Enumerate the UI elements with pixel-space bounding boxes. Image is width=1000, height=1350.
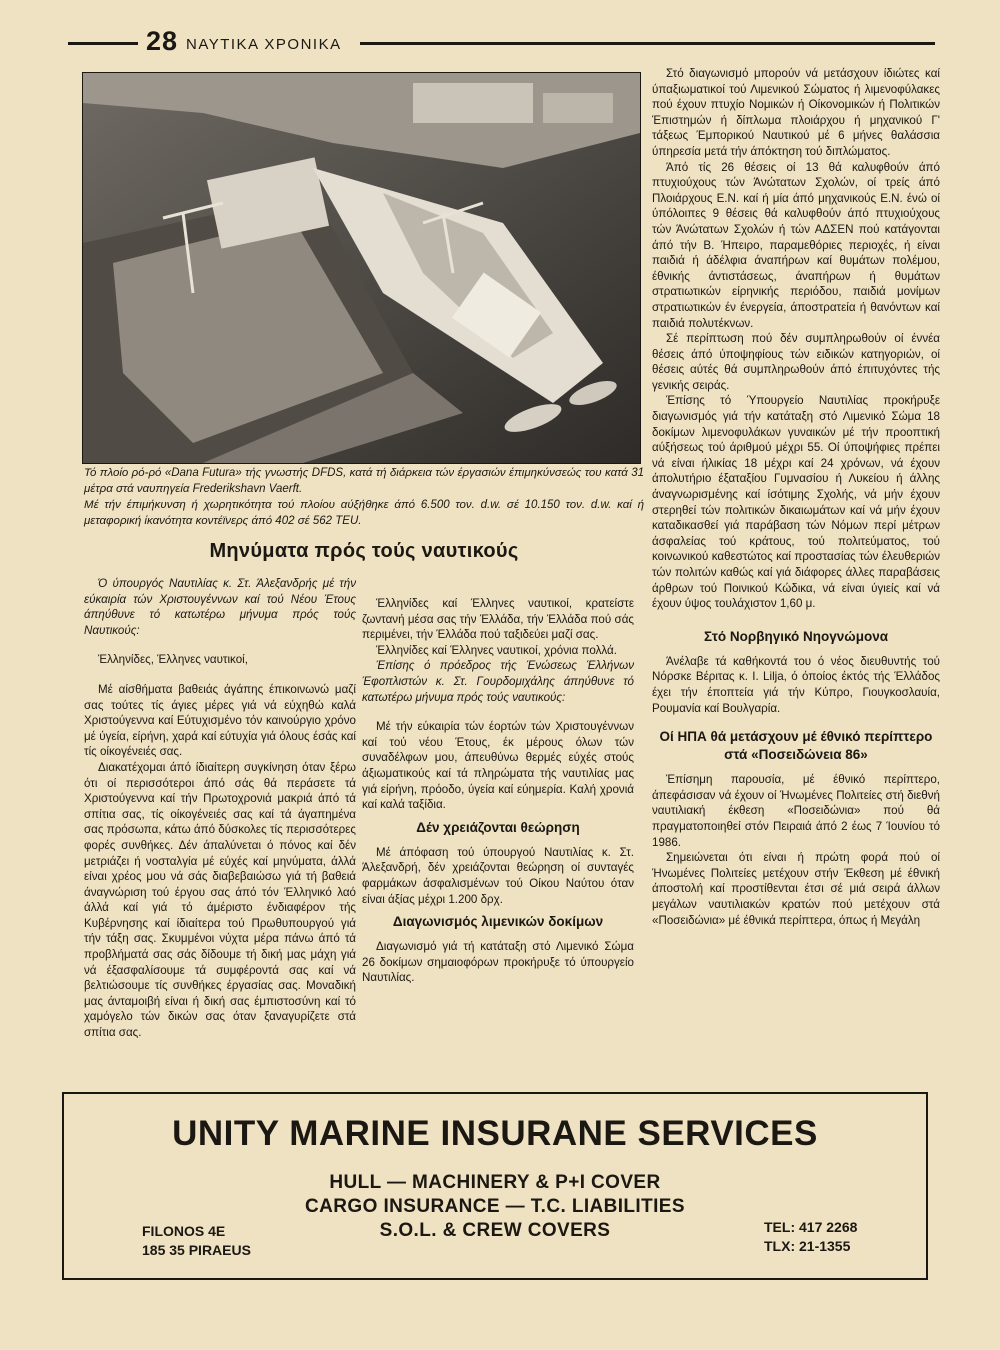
article-paragraph: Έπίσημη παρουσία, μέ έθνικό περίπτερο, άπεφάσισαν νά έχουν οί Ήνωμένες Πολιτείες στή διεθνή ναυτιλιακή έκθεση «Ποσειδώνια» πού θά πραγματοποιηθεί στόν Πειραιά άπό 2 έως 7 Ίουνίου τό 1986. bbox=[652, 773, 940, 849]
ad-address-street: FILONOS 4E bbox=[142, 1223, 226, 1239]
article-paragraph: Μέ αίσθήματα βαθειάς άγάπης έπικοινωνώ μαζί σας τούτες τίς άγιες μέρες γιά νά εύχηθώ καλά Χριστούγεννα καί Εύτυχισμένο τόν καινούργιο χρόνο μέ ύγεία, είρήνη, χαρά καί εύτυχία γιά όλους έσάς καί τίς οίκογένειές σας. bbox=[84, 682, 356, 759]
column-1 bbox=[84, 576, 356, 1041]
ad-line-1: HULL — MACHINERY & P+I COVER bbox=[329, 1172, 661, 1193]
ad-line-3: S.O.L. & CREW COVERS bbox=[379, 1220, 611, 1241]
article-paragraph: Έπίσης τό Ύπουργείο Ναυτιλίας προκήρυξε διαγωνισμός γιά τήν κατάταξη στό Λιμενικό Σώμα 18 δοκίμων λιμενοφυλάκων γυναικών μέ τήν προοπτική αύξήσεως τού άριθμού μέχρι 55. Οί ύποψήφιες πρέπει νά είναι ήλικίας 18 μέχρι καί 24 χρόνων, νά έχουν άπολυτήριο έξαταξίου Γυμνασίου ή Λυκείου ή άλλης άναγνωρισμένης καί ίσότιμης Σχολής, νά μήν έχουν στερηθεί τών πολιτικών δικαιωμάτων καί νά μήν έχουν καταδικασθεί γιά παράβαση τών Νόμων περί μέτρων άσφαλείας τού κράτους, τού πολιτεύματος, τού κοινωνικού καθεστώτος καί προστασίας τών έλευθεριών τών πολιτών καθώς καί γιά διάφορες άλλες παραβάσεις άρθρων τού Ποινικού Κώδικα, νά είναι ύγιείς καί νά έχουν ύψος τουλάχιστον 1,60 μ. bbox=[652, 394, 940, 611]
photo-caption bbox=[84, 465, 644, 529]
article-heading-usa-posidonia: Οί ΗΠΑ θά μετάσχουν μέ έθνικό περίπτερο στά «Ποσειδώνεια 86» bbox=[659, 729, 933, 763]
article-paragraph: Έλληνίδες καί Έλληνες ναυτικοί, χρόνια πολλά. bbox=[376, 643, 617, 657]
article-paragraph: Σέ περίπτωση πού δέν συμπληρωθούν οί έννέα θέσεις άπό ύποψηφίους τών ειδικών κατηγοριών, οί θέσεις αύτές θά συμπληρωθούν άπό έπιτυχόντες τής γενικής σειράς. bbox=[652, 332, 940, 392]
ad-line-2: CARGO INSURANCE — T.C. LIABILITIES bbox=[305, 1196, 685, 1217]
article-intro: Ό ύπουργός Ναυτιλίας κ. Στ. Άλεξανδρής μέ τήν εύκαιρία τών Χριστουγέννων καί τού Νέου Έτους άπηύθυνε τό κατωτέρω μήνυμα πρός τούς Ναυτικούς: bbox=[84, 577, 356, 637]
article-heading-messages: Μηνύματα πρός τούς ναυτικούς bbox=[209, 540, 519, 562]
ad-address bbox=[142, 1222, 251, 1260]
ad-contact bbox=[764, 1218, 857, 1256]
article-paragraph: Μέ τήν εύκαιρία τών έορτών τών Χριστουγέννων καί τού νέου Έτους, έκ μέρους όλων τών συναδέλφων μου, άπευθύνω θερμές εύχές στούς άξιωματικούς καί τά πληρώματα τής ναυτιλίας μας γιά είρήνη, πρόοδο, ύγεία καί εύημερία. Καλή χρονιά καί καλά ταξίδια. bbox=[362, 720, 634, 812]
article-paragraph: Άνέλαβε τά καθήκοντά του ό νέος διευθυντής τού Νόρσκε Βέριτας κ. Ι. Lilja, ό όποίος έκτός τής Έλλάδος έχει τήν έποπτεία γιά τήν Κύπρο, Γιουγκοσλαυία, Ρουμανία καί Βουλγαρία. bbox=[652, 654, 940, 715]
article-paragraph: Στό διαγωνισμό μπορούν νά μετάσχουν ίδιώτες καί ύπαξιωματικοί τού Λιμενικού Σώματος ή λιμενοφύλακες πού έχουν πτυχίο Νομικών ή Οίκονομικών ή Πολιτικών Έπιστημών ή δίπλωμα πλοιάρχου ή μηχανικού Γ' τάξεως Έμπορικού Ναυτικού μέ 6 μήνες θαλάσσια ύπηρεσία μετά τήν άπόκτηση τού διπλώματος. bbox=[652, 67, 940, 158]
article-heading-port-cadets: Διαγωνισμός λιμενικών δοκίμων bbox=[392, 914, 604, 930]
photo-illustration bbox=[83, 73, 640, 463]
ad-telephone: TEL: 417 2268 bbox=[764, 1219, 858, 1235]
ad-address-city: 185 35 PIRAEUS bbox=[142, 1242, 251, 1258]
article-heading-norwegian-register: Στό Νορβηγικό Νηογνώμονα bbox=[703, 628, 889, 644]
shipyard-aerial-photo bbox=[82, 72, 641, 464]
article-salutation: Έλληνίδες, Έλληνες ναυτικοί, bbox=[98, 653, 248, 667]
article-paragraph: Διακατέχομαι άπό ίδιαίτερη συγκίνηση όταν ξέρω ότι οί περισσότεροι άπό σάς θά περάσετε τά Χριστούγεννα καί τήν Πρωτοχρονιά μακριά άπό τά σπίτια σας, τίς οίκογένειές σας καί τά άγαπημένα σας πρόσωπα, κάτω άπό δύσκολες τίς περισσότερες φορές συνθήκες. Δέν άπαλύνεται ό πόνος καί δέν μετριάζει ή νοσταλγία μέ εύχές καί μηνύματα, άλλά είναι χρέος μου νά σάς διαβεβαιώσω γιά τή βαθειά άναγνώριση τού έργου σας άπό τόν Έλληνικό λαό άλλά καί γιά τό άμέριστο ένδιαφέρον τής Κυβέρνησης καί ίδιαίτερα τού Πρωθυπουργού γιά τήν τάξη σας. Σκυμμένοι νύχτα μέρα πάνω άπό τά προβλήματά σας σάς δίδουμε τή δική μας μάχη γιά νά έξασφαλίσουμε τά συμφέροντά σας καί νά βελτιώσουμε τίς συνθήκες έργασίας σας. Μοναδική μας άνταμοιβή είναι ή δική σας έμπιστοσύνη καί τό χαμόγελο τών δικών σας όταν ξαναγυρίζετε στά σπίτια σας. bbox=[84, 760, 356, 1040]
article-paragraph: Σημειώνεται ότι είναι ή πρώτη φορά πού οί Ήνωμένες Πολιτείες μετέχουν στήν Έκθεση μέ έθνική άποστολή καί προστίθενται έτσι σέ μιά σειρά άλλων μεγάλων ναυτιλιακών κρατών πού μετέχουν στά «Ποσειδώνια» μέ έθνικά περίπτερα, όπως ή Μεγάλη bbox=[652, 851, 940, 927]
article-paragraph: Διαγωνισμό γιά τή κατάταξη στό Λιμενικό Σώμα 26 δοκίμων σημαιοφόρων προκήρυξε τό ύπουργείο Ναυτιλίας. bbox=[362, 940, 634, 985]
article-paragraph-italic: Έπίσης ό πρόεδρος τής Ένώσεως Έλλήνων Έφοπλιστών κ. Στ. Γουρδομιχάλης άπηύθυνε τό κατωτέρω μήνυμα πρός τούς ναυτικούς: bbox=[362, 659, 634, 704]
article-paragraph: Έλληνίδες καί Έλληνες ναυτικοί, κρατείστε ζωντανή μέσα σας τήν Έλλάδα, τήν Έλλάδα πού σάς περιμένει, τήν Έλλάδα πού ταξιδεύει μαζί σας. bbox=[362, 597, 634, 642]
article-paragraph: Άπό τίς 26 θέσεις οί 13 θά καλυφθούν άπό πτυχιούχους τών Άνώτατων Σχολών, οί τρείς άπό Πλοιάρχους Ε.Ν. καί ή μία άπό μηχανικούς Ε.Ν. ένώ οί ύπόλοιπες 9 θέσεις θά καλυφθούν άπό πτυχιούχους τών Άνώτατων Σχολών ή τών ΑΔΣΕΝ πού κατάγονται άπό τήν Β. Ήπειρο, παραμεθόριες περιοχές, ή είναι παιδιά ή άδέλφια άναπήρων καί θυμάτων πολέμου, έθνικής άντιστάσεως, άναπήρων ή θυμάτων στρατιωτικών είρηνικής περιόδου, παιδιά μονίμων στρατιωτικών έν ένεργεία, άποστρατεία ή θανόντων καί παιδιά πολυτέκνων. bbox=[652, 160, 940, 330]
caption-line-1: Τό πλοίο ρό-ρό «Dana Futura» τής γνωστής DFDS, κατά τή διάρκεια τών έργασιών έπιμηκύνσεώς του κατά 31 μέτρα στά ναυπηγεία Frederikshavn Vaerft. bbox=[84, 467, 644, 495]
caption-line-2: Μέ τήν έπιμήκυνση ή χωρητικότητα τού πλοίου αύξήθηκε άπό 6.500 τον. d.w. σέ 10.150 τον. d.w. καί ή μεταφορική ίκανότητα κοντέϊνερς άπό 402 σέ 562 TEU. bbox=[84, 499, 644, 527]
article-paragraph: Μέ άπόφαση τού ύπουργού Ναυτιλίας κ. Στ. Άλεξανδρή, δέν χρειάζονται θεώρηση οί συνταγές φαρμάκων άσφαλισμένων τού Οίκου Ναύτου όταν είναι άξίας μέχρι 1.200 δρχ. bbox=[362, 845, 634, 906]
header-rule-left bbox=[68, 42, 138, 45]
column-2-content bbox=[362, 596, 634, 986]
header-rule-right bbox=[360, 42, 935, 45]
publication-title: ΝΑΥΤΙΚΑ ΧΡΟΝΙΚΑ bbox=[186, 36, 342, 53]
ad-telex: TLX: 21-1355 bbox=[764, 1238, 851, 1254]
page-number: 28 bbox=[146, 26, 179, 56]
column-3 bbox=[652, 66, 940, 928]
ad-title: UNITY MARINE INSURANE SERVICES bbox=[172, 1114, 818, 1153]
insurance-advertisement bbox=[62, 1092, 928, 1280]
article-heading-no-visa: Δέν χρειάζονται θεώρηση bbox=[416, 819, 580, 835]
